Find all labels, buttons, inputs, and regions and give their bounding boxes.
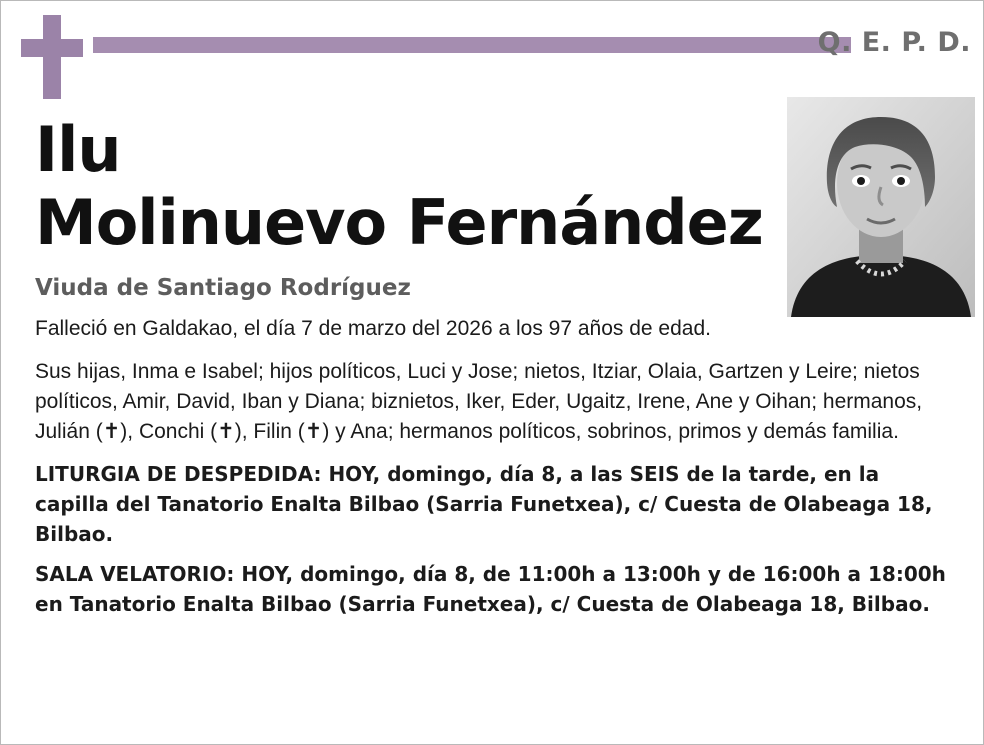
deceased-first-name: Ilu	[35, 113, 121, 186]
funeral-liturgy-notice: LITURGIA DE DESPEDIDA: HOY, domingo, día 8, a las SEIS de la tarde, en la capilla del Tanatorio Enalta Bilbao (Sarria Funetxea), c/ Cuesta de Olabeaga 18, Bilbao.	[35, 462, 933, 546]
surviving-family-line: Sus hijas, Inma e Isabel; hijos políticos, Luci y Jose; nietos, Itziar, Olaia, Gartzen y Leire; nietos políticos, Amir, David, Iban y Diana; biznietos, Iker, Eder, Ugaitz, Irene, Ane y Oihan; hermanos, Julián (✝), Conchi (✝), Filin (✝) y Ana; hermanos políticos, sobrinos, primos y demás familia.	[35, 360, 923, 443]
deceased-last-name: Molinuevo Fernández	[35, 186, 763, 259]
qepd-label: Q. E. P. D.	[817, 27, 971, 58]
spouse-line: Viuda de Santiago Rodríguez	[35, 275, 411, 301]
death-details-line: Falleció en Galdakao, el día 7 de marzo del 2026 a los 97 años de edad.	[35, 317, 711, 340]
deceased-name-block	[1, 101, 983, 259]
wake-room-notice: SALA VELATORIO: HOY, domingo, día 8, de 11:00h a 13:00h y de 16:00h a 18:00h en Tanatorio Enalta Bilbao (Sarria Funetxea), c/ Cuesta de Olabeaga 18, Bilbao.	[35, 562, 946, 616]
cross-icon	[21, 15, 83, 99]
obituary-header	[1, 1, 983, 101]
header-rule	[93, 37, 851, 53]
